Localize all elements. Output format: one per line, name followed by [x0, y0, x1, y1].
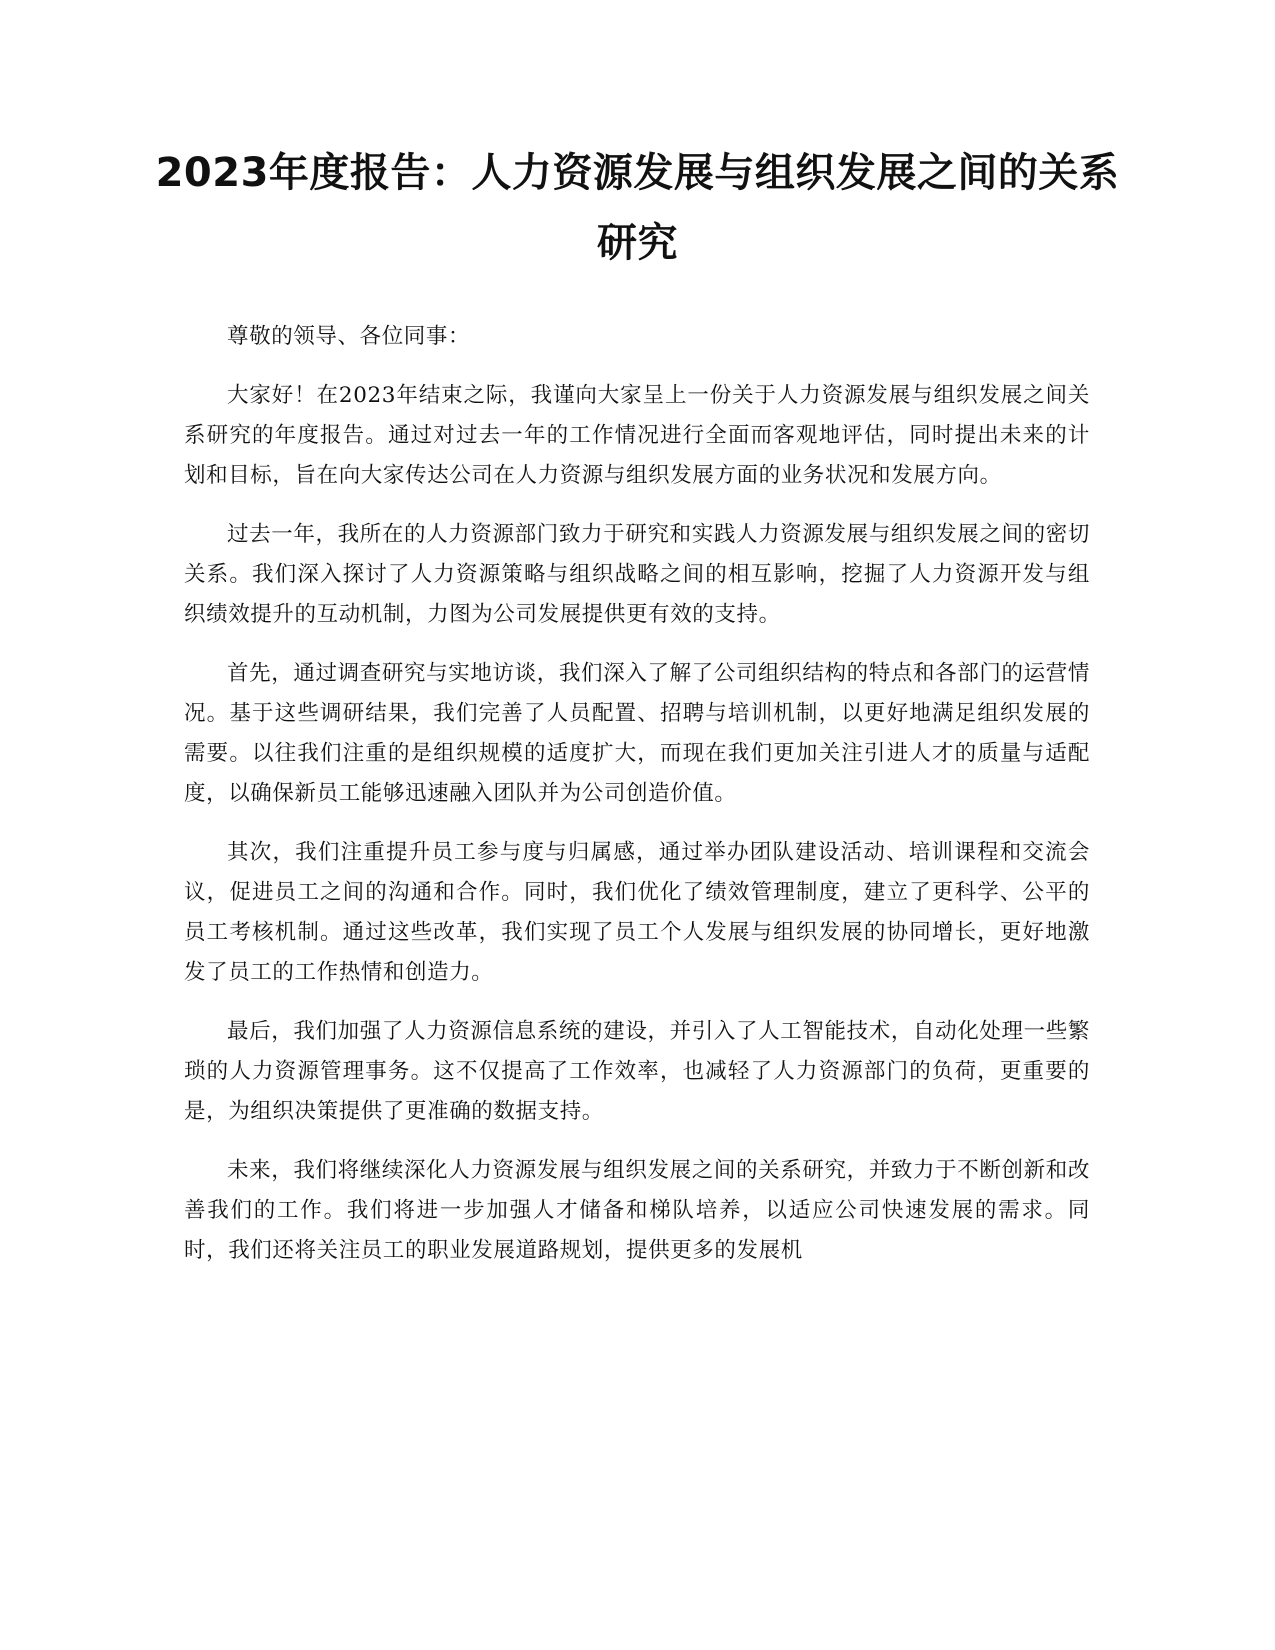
paragraph-finally: 最后，我们加强了人力资源信息系统的建设，并引入了人工智能技术，自动化处理一些繁琐的人力资源管理事务。这不仅提高了工作效率，也减轻了人力资源部门的负荷，更重要的是，为组织决策提供了更准确的数据支持。	[184, 1019, 1090, 1124]
document-body	[184, 317, 1090, 1290]
paragraph-future: 未来，我们将继续深化人力资源发展与组织发展之间的关系研究，并致力于不断创新和改善我们的工作。我们将进一步加强人才储备和梯队培养，以适应公司快速发展的需求。同时，我们还将关注员工的职业发展道路规划，提供更多的发展机	[184, 1158, 1090, 1263]
paragraph-salutation: 尊敬的领导、各位同事：	[227, 324, 471, 349]
paragraph-first: 首先，通过调查研究与实地访谈，我们深入了解了公司组织结构的特点和各部门的运营情况。基于这些调研结果，我们完善了人员配置、招聘与培训机制，以更好地满足组织发展的需要。以往我们注重的是组织规模的适度扩大，而现在我们更加关注引进人才的质量与适配度，以确保新员工能够迅速融入团队并为公司创造价值。	[184, 661, 1090, 806]
paragraph-past-year: 过去一年，我所在的人力资源部门致力于研究和实践人力资源发展与组织发展之间的密切关系。我们深入探讨了人力资源策略与组织战略之间的相互影响，挖掘了人力资源开发与组织绩效提升的互动机制，力图为公司发展提供更有效的支持。	[184, 522, 1090, 627]
paragraph-second: 其次，我们注重提升员工参与度与归属感，通过举办团队建设活动、培训课程和交流会议，促进员工之间的沟通和合作。同时，我们优化了绩效管理制度，建立了更科学、公平的员工考核机制。通过这些改革，我们实现了员工个人发展与组织发展的协同增长，更好地激发了员工的工作热情和创造力。	[184, 840, 1090, 985]
paragraph-introduction: 大家好！在2023年结束之际，我谨向大家呈上一份关于人力资源发展与组织发展之间关系研究的年度报告。通过对过去一年的工作情况进行全面而客观地评估，同时提出未来的计划和目标，旨在向大家传达公司在人力资源与组织发展方面的业务状况和发展方向。	[184, 383, 1090, 488]
document-title: 2023年度报告：人力资源发展与组织发展之间的关系研究	[155, 150, 1120, 266]
